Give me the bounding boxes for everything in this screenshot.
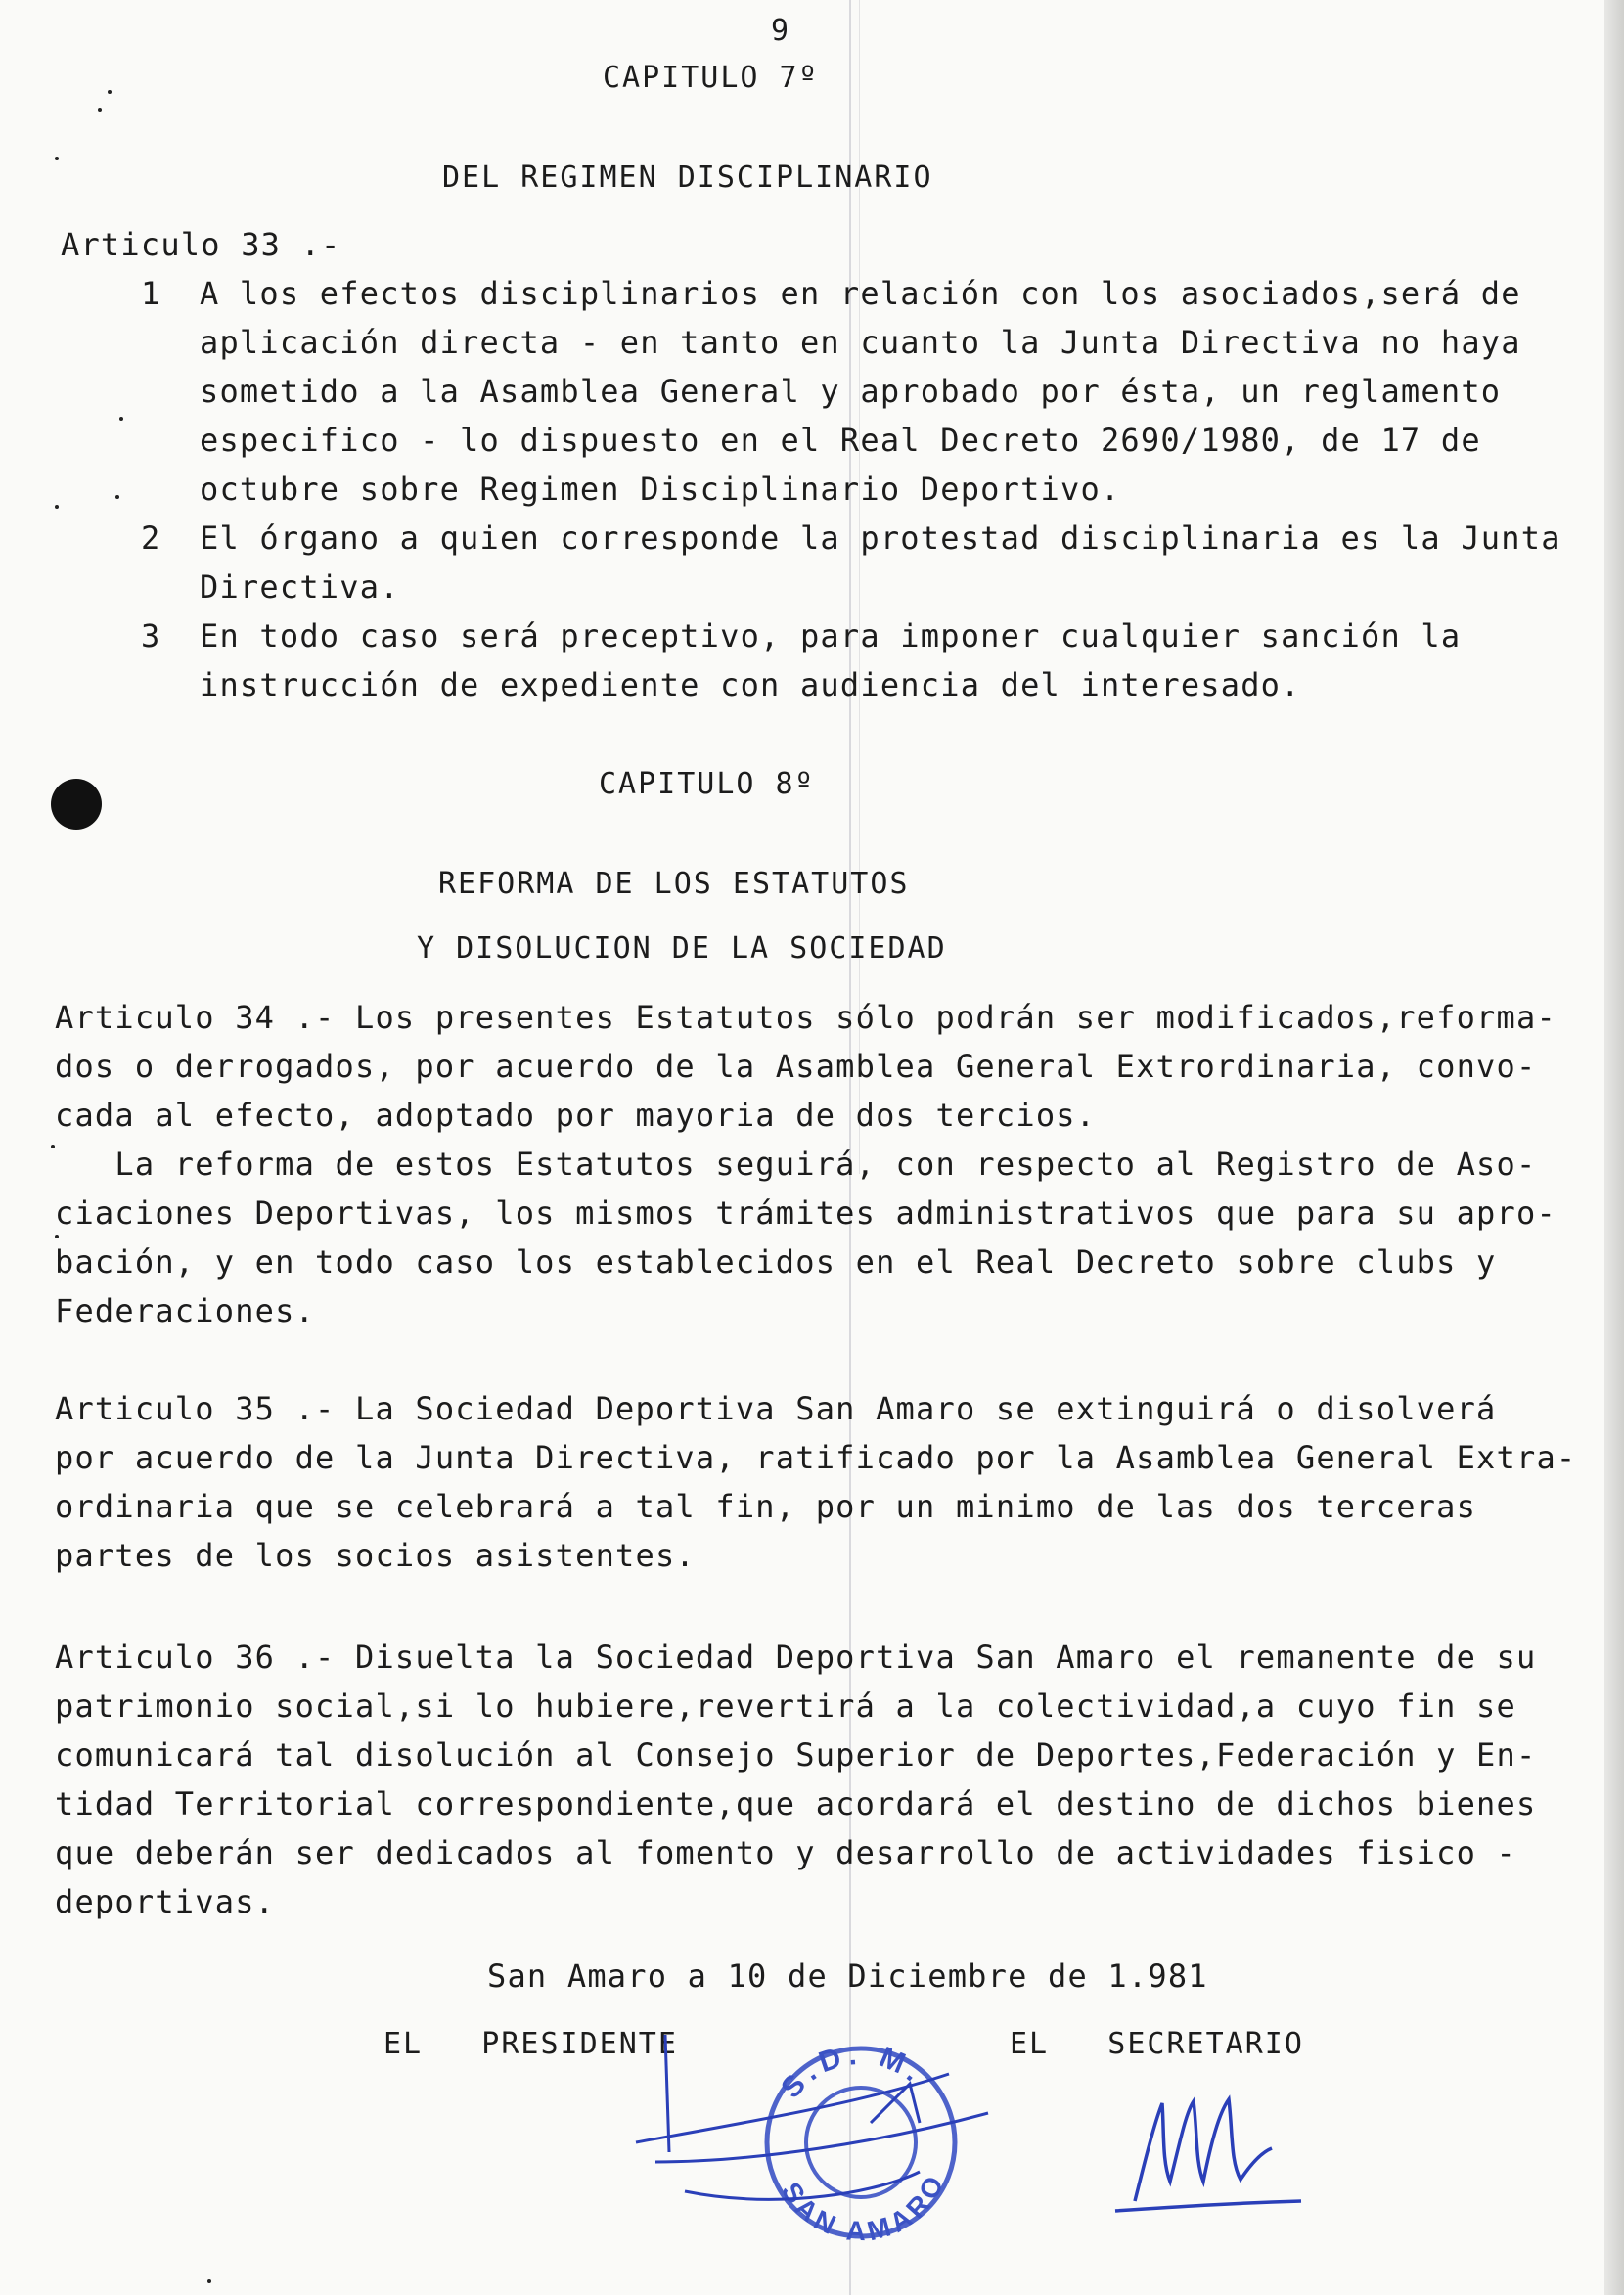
speck [55, 157, 59, 160]
chapter-7-title: CAPITULO 7º [603, 61, 819, 95]
article-34-line: ciaciones Deportivas, los mismos trámites administrativos que para su apro- [55, 1194, 1556, 1232]
president-label: EL PRESIDENTE [383, 2027, 678, 2061]
speck [98, 108, 102, 112]
article-33-line: instrucción de expediente con audiencia del interesado. [200, 666, 1301, 703]
article-34-line: dos o derrogados, por acuerdo de la Asamblea General Extrordinaria, convo- [55, 1048, 1537, 1085]
article-36-line: Articulo 36 .- Disuelta la Sociedad Deportiva San Amaro el remanente de su [55, 1639, 1537, 1676]
article-36-line: tidad Territorial correspondiente,que acordará el destino de dichos bienes [55, 1785, 1537, 1822]
article-36-line: comunicará tal disolución al Consejo Superior de Deportes,Federación y En- [55, 1736, 1537, 1774]
stamp-and-signatures [626, 2015, 1311, 2250]
article-33-line: aplicación directa - en tanto en cuanto la Junta Directiva no haya [200, 324, 1521, 361]
secretary-signature [1115, 2099, 1301, 2211]
chapter-8-subtitle: Y DISOLUCION DE LA SOCIEDAD [417, 931, 947, 966]
article-33-line: En todo caso será preceptivo, para imponer cualquier sanción la [200, 617, 1462, 654]
article-34-line: Federaciones. [55, 1292, 316, 1329]
article-35-line: ordinaria que se celebrará a tal fin, por un minimo de las dos terceras [55, 1488, 1477, 1525]
stamp-top-text: S.D. M. [775, 2038, 932, 2105]
chapter-8-subtitle: REFORMA DE LOS ESTATUTOS [438, 867, 910, 901]
item-number: 1 [141, 275, 161, 312]
chapter-7-subtitle: DEL REGIMEN DISCIPLINARIO [442, 160, 933, 195]
speck [115, 495, 119, 499]
paper-edge [1604, 0, 1624, 2295]
speck [108, 90, 112, 94]
article-36-line: patrimonio social,si lo hubiere,revertirá a la colectividad,a cuyo fin se [55, 1688, 1516, 1725]
article-33-line: Directiva. [200, 568, 400, 606]
article-36-line: que deberán ser dedicados al fomento y desarrollo de actividades fisico - [55, 1834, 1516, 1871]
article-33-line: octubre sobre Regimen Disciplinario Deportivo. [200, 471, 1121, 508]
article-33-line: El órgano a quien corresponde la protestad disciplinaria es la Junta [200, 519, 1561, 557]
article-35-line: partes de los socios asistentes. [55, 1537, 696, 1574]
place-date: San Amaro a 10 de Diciembre de 1.981 [487, 1958, 1208, 1995]
speck [55, 1235, 59, 1238]
article-35-line: Articulo 35 .- La Sociedad Deportiva San Amaro se extinguirá o disolverá [55, 1390, 1497, 1427]
page-number: 9 [771, 14, 791, 48]
speck [55, 505, 59, 509]
speck [119, 417, 123, 421]
chapter-8-title: CAPITULO 8º [599, 767, 815, 801]
article-33-line: especifico - lo dispuesto en el Real Decreto 2690/1980, de 17 de [200, 422, 1481, 459]
article-33-heading: Articulo 33 .- [61, 226, 341, 263]
article-36-line: deportivas. [55, 1883, 276, 1920]
article-34-line: bación, y en todo caso los establecidos en el Real Decreto sobre clubs y [55, 1243, 1497, 1281]
stamp-bottom-text: SAN AMARO [775, 2167, 952, 2247]
article-34-line: Articulo 34 .- Los presentes Estatutos sólo podrán ser modificados,reforma- [55, 999, 1556, 1036]
item-number: 3 [141, 617, 161, 654]
secretary-label: EL SECRETARIO [1010, 2027, 1304, 2061]
punch-hole [51, 779, 102, 830]
article-33-line: A los efectos disciplinarios en relación con los asociados,será de [200, 275, 1521, 312]
speck [207, 2279, 211, 2283]
article-34-line: cada al efecto, adoptado por mayoria de dos tercios. [55, 1097, 1097, 1134]
article-35-line: por acuerdo de la Junta Directiva, ratificado por la Asamblea General Extra- [55, 1439, 1577, 1476]
item-number: 2 [141, 519, 161, 557]
article-33-line: sometido a la Asamblea General y aprobado por ésta, un reglamento [200, 373, 1502, 410]
article-34-line: La reforma de estos Estatutos seguirá, con respecto al Registro de Aso- [55, 1146, 1537, 1183]
